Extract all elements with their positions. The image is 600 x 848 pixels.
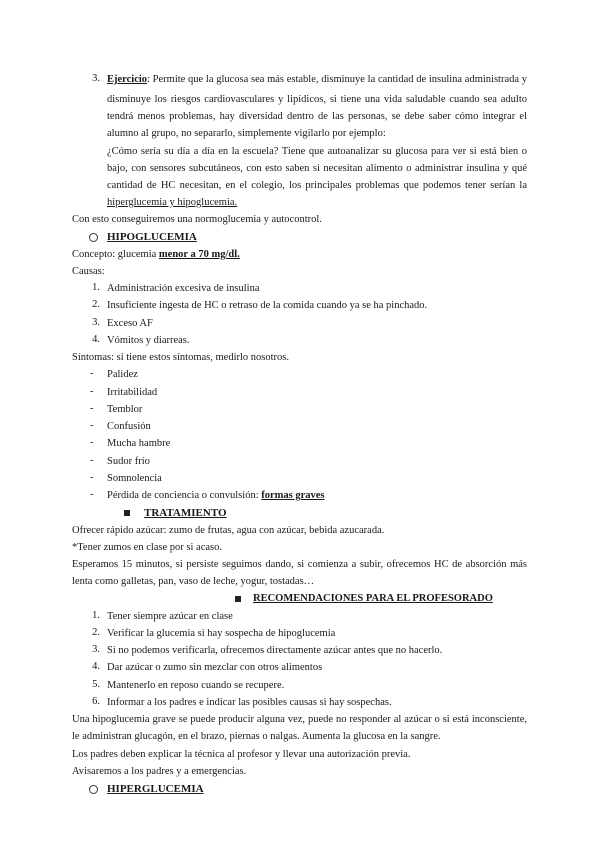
list-number: 3. [92,644,100,655]
section-heading-hipoglucemia: HIPOGLUCEMIA [107,231,197,243]
cause-item: Exceso AF [107,318,153,329]
list-number: 1. [92,282,100,293]
severe-paragraph-line: Una hipoglucemia grave se puede producir alguna vez, puede no responder al azúcar o si está inconsciente, [72,714,527,725]
treatment-wait-line: Esperamos 15 minutos, si persiste seguimos dando, si comienza a subir, ofrecemos HC de absorción más [72,559,527,570]
list-number: 2. [92,299,100,310]
recommendation-item: Tener siempre azúcar en clase [107,611,233,622]
symptom-item: Somnolencia [107,473,162,484]
symptom-item: Confusión [107,421,151,432]
exercise-line-4: alumno al grupo, no separarlo, simplemente vigilarlo por ejemplo: [107,128,386,139]
dash-bullet: - [90,386,94,397]
symptom-item: Palidez [107,369,138,380]
severe-paragraph-line: Avisaremos a los padres y a emergencias. [72,766,247,777]
exercise-line-7: cantidad de HC necesitan, en el colegio, los principales problemas que podemos tener serían la [107,180,527,191]
circle-bullet-icon [89,233,98,242]
treatment-line: *Tener zumos en clase por si acaso. [72,542,222,553]
symptom-item: Sudor frío [107,456,150,467]
dash-bullet: - [90,403,94,414]
exercise-line-6: bajo, con sensores subcutáneos, con esto saben si necesitan alimento o administrar insulina y qué [107,163,527,174]
section-heading-tratamiento: TRATAMIENTO [144,507,227,519]
severe-forms: formas graves [261,490,325,501]
treatment-line: Ofrecer rápido azúcar: zumo de frutas, agua con azúcar, bebida azucarada. [72,525,385,536]
dash-bullet: - [90,437,94,448]
dash-bullet: - [90,368,94,379]
exercise-line-1: Ejercicio: Permite que la glucosa sea más estable, disminuye la cantidad de insulina administrada y [107,74,527,85]
list-number: 3. [92,73,100,84]
conclusion-text: Con esto conseguiremos una normoglucemia y autocontrol. [72,214,322,225]
square-bullet-icon [235,596,241,602]
dash-bullet: - [90,489,94,500]
cause-item: Administración excesiva de insulina [107,283,260,294]
list-number: 3. [92,317,100,328]
dash-bullet: - [90,455,94,466]
list-number: 4. [92,334,100,345]
symptom-item: Temblor [107,404,143,415]
symptom-item: Irritabilidad [107,387,158,398]
exercise-line-8: hiperglucemia y hipoglucemia. [107,197,238,208]
recommendation-item: Verificar la glucemia si hay sospecha de hipoglucemia [107,628,336,639]
concept-value: menor a 70 mg/dl. [158,249,240,260]
symptom-item: Mucha hambre [107,438,171,449]
dash-bullet: - [90,420,94,431]
list-number: 1. [92,610,100,621]
list-number: 6. [92,696,100,707]
symptoms-label: Síntomas: si tiene estos síntomas, medirlo nosotros. [72,352,289,363]
dash-bullet: - [90,472,94,483]
list-number: 5. [92,679,100,690]
circle-bullet-icon [89,785,98,794]
list-number: 4. [92,661,100,672]
cause-item: Vómitos y diarreas. [107,335,190,346]
recommendation-item: Informar a los padres e indicar las posibles causas si hay sospechas. [107,697,392,708]
list-number: 2. [92,627,100,638]
recommendation-item: Dar azúcar o zumo sin mezclar con otros alimentos [107,662,323,673]
exercise-line-2: disminuye los riesgos cardiovasculares y lipídicos, si tiene una vida saludable cuando sea adulto [107,94,527,105]
section-heading-recomendaciones: RECOMENDACIONES PARA EL PROFESORADO [253,593,493,604]
causes-label: Causas: [72,266,105,277]
section-heading-hiperglucemia: HIPERGLUCEMIA [107,783,204,795]
symptom-item: Pérdida de conciencia o convulsión: formas graves [107,490,325,501]
severe-paragraph-line: le administran glucagón, en el brazo, piernas o nalgas. Aumenta la glucosa en la sangre. [72,731,441,742]
exercise-label: Ejercicio [107,74,148,85]
exercise-line-3: tendrá menos problemas, hay diversidad dentro de las personas, se debe saber cómo integrar el [107,111,527,122]
square-bullet-icon [124,510,130,516]
recommendation-item: Mantenerlo en reposo cuando se recupere. [107,680,285,691]
cause-item: Insuficiente ingesta de HC o retraso de la comida cuando ya se ha pinchado. [107,300,428,311]
concept-line: Concepto: glucemia menor a 70 mg/dl. [72,249,240,260]
recommendation-item: Si no podemos verificarla, ofrecemos directamente azúcar antes que no hacerlo. [107,645,443,656]
severe-paragraph-line: Los padres deben explicar la técnica al profesor y llevar una autorización previa. [72,749,411,760]
treatment-wait-line-2: lenta como galletas, pan, vaso de leche, yogur, tostadas… [72,576,315,587]
exercise-line-5: ¿Cómo sería su día a día en la escuela? Tiene que autoanalizar su glucosa para ver si está bien o [107,146,527,157]
